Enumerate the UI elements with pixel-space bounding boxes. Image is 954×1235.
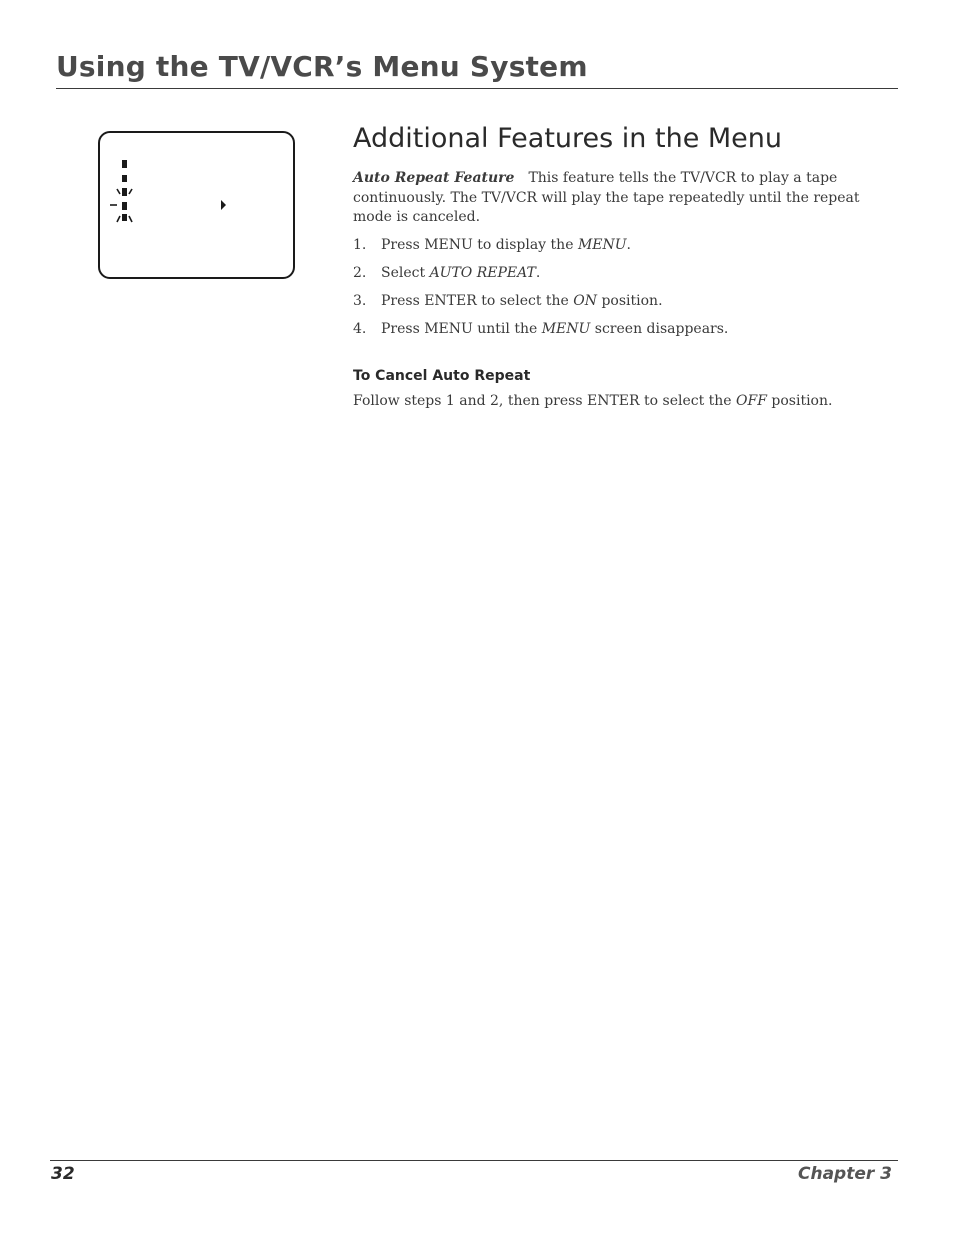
selection-tick-upper-right	[129, 189, 132, 194]
selection-tick-upper-left	[117, 189, 120, 194]
feature-term: Auto Repeat Feature	[353, 170, 515, 186]
section-title: Additional Features in the Menu	[353, 123, 783, 154]
menu-marker-3	[122, 188, 127, 196]
menu-marker-5	[122, 214, 127, 221]
step-item: 1. Press MENU to display the MENU.	[353, 237, 631, 253]
right-arrow-cursor-icon	[221, 200, 226, 210]
tv-menu-screen-illustration	[98, 131, 295, 279]
step-item: 3. Press ENTER to select the ON position.	[353, 293, 663, 309]
page-header-title: Using the TV/VCR’s Menu System	[56, 50, 588, 83]
step-item: 2. Select AUTO REPEAT.	[353, 265, 541, 281]
step-item: 4. Press MENU until the MENU screen disappears.	[353, 321, 729, 337]
selection-tick-lower-left	[117, 216, 120, 222]
page-number: 32	[51, 1164, 75, 1184]
feature-description: This feature tells the TV/VCR to play a tape continuously. The TV/VCR will play the tape repeatedly until the repeat mode is canceled.	[353, 170, 860, 225]
footer-divider	[50, 1160, 898, 1161]
chapter-label: Chapter 3	[797, 1164, 892, 1184]
tv-menu-glyphs	[100, 133, 297, 281]
menu-marker-1	[122, 160, 127, 168]
selection-tick-lower-right	[129, 216, 132, 222]
cancel-subheading: To Cancel Auto Repeat	[353, 368, 531, 384]
menu-marker-2	[122, 175, 127, 182]
header-divider	[56, 88, 898, 89]
menu-marker-4	[122, 202, 127, 210]
cancel-paragraph: Follow steps 1 and 2, then press ENTER to select the OFF position.	[353, 393, 833, 409]
intro-paragraph	[353, 169, 898, 228]
